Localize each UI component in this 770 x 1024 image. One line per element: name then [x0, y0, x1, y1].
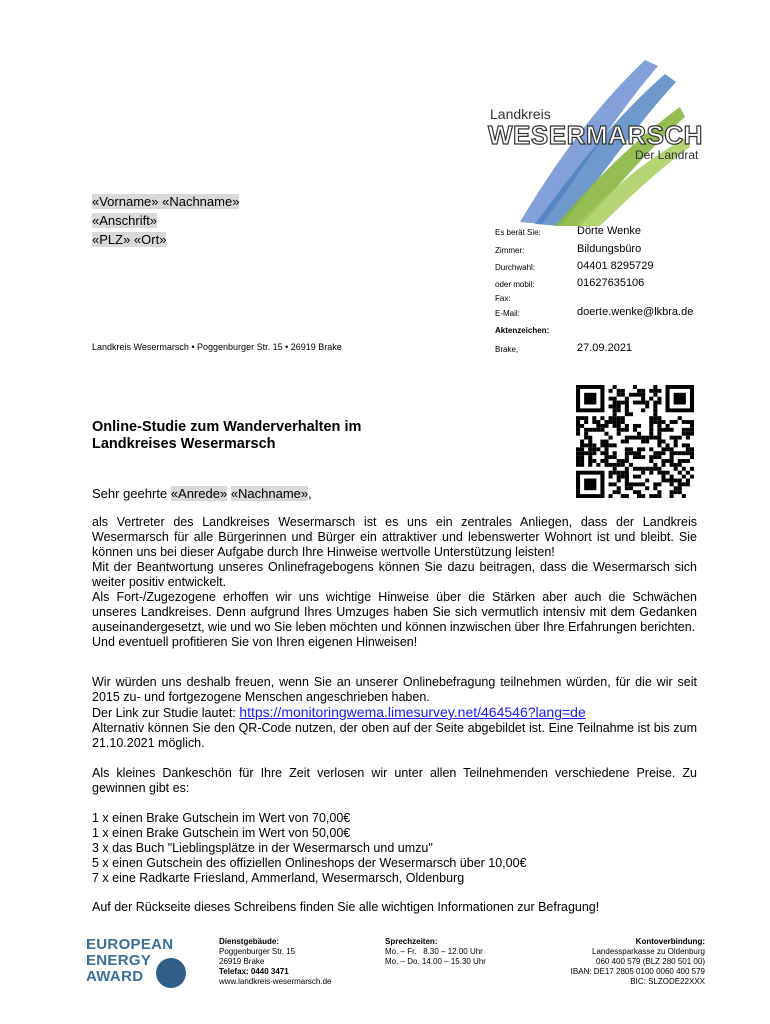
bank-line: 060 400 579 (BLZ 280 501 00) — [596, 957, 705, 966]
paragraph-intro — [92, 515, 697, 650]
prize-item: 1 x einen Brake Gutschein im Wert von 50,00€ — [92, 826, 351, 840]
qr-code-icon — [576, 385, 694, 498]
closing-note: Auf der Rückseite dieses Schreibens finden Sie alle wichtigen Informationen zur Befragung! — [92, 900, 600, 914]
recipient-address — [92, 192, 239, 249]
phone-label: Durchwahl: — [495, 263, 536, 272]
subject-line-2: Landkreises Wesermarsch — [92, 436, 276, 452]
address-field-city: «PLZ» «Ort» — [92, 232, 167, 247]
bank-title: Kontoverbindung: — [635, 937, 705, 946]
office-line: Poggenburger Str. 15 — [219, 947, 296, 956]
prize-item: 5 x einen Gutschein des offiziellen Onlineshops der Wesermarsch über 10,00€ — [92, 856, 527, 870]
paragraph-participation — [92, 675, 697, 751]
subject — [92, 419, 361, 453]
footer-office — [219, 937, 331, 987]
salutation-field-name: «Nachname» — [230, 486, 309, 501]
prize-item: 1 x einen Brake Gutschein im Wert von 70,00€ — [92, 811, 351, 825]
prize-item: 3 x das Buch "Lieblingsplätze in der Wesermarsch und umzu" — [92, 841, 433, 855]
footer-bank — [571, 937, 705, 987]
survey-link[interactable]: https://monitoringwema.limesurvey.net/464546?lang=de — [239, 704, 586, 720]
salutation-suffix: , — [308, 486, 312, 501]
phone-value: 04401 8295729 — [577, 260, 654, 272]
paragraph-intro-2: Mit der Beantwortung unseres Onlinefragebogens können Sie dazu beitragen, dass die Wesermarsch sich weiter positiv entwickelt. — [92, 560, 697, 589]
office-website[interactable]: www.landkreis-wesermarsch.de — [219, 977, 332, 986]
paragraph-intro-1: als Vertreter des Landkreises Wesermarsch ist es uns ein zentrales Anliegen, dass der Landkreis Wesermarsch für alle Bürgerinnen und Bürger ein attraktiver und lebenswerter Wohnort ist und bleibt. Sie können uns bei dieser Aufgabe durch Ihre Hinweise wertvolle Unterstützung leisten! — [92, 515, 697, 559]
paragraph-intro-4: Und eventuell profitieren Sie von Ihren eigenen Hinweisen! — [92, 635, 418, 649]
hours-line: Mo. – Do. 14.00 – 15.30 Uhr — [385, 957, 486, 966]
sender-line: Landkreis Wesermarsch • Poggenburger Str. 15 • 26919 Brake — [92, 342, 342, 352]
logo-sub-text: Der Landrat — [635, 148, 699, 162]
prize-list — [92, 811, 697, 886]
paragraph-intro-3: Als Fort-/Zugezogene erhoffen wir uns wichtige Hinweise über die Stärken aber auch die Schwächen unseres Landkreises. Denn aufgrund Ihres Umzuges haben Sie sich vermutlich intensiv mit dem Gedanken auseinandergesetzt, wie und wo Sie leben möchten und können inzwischen über Ihre Erfahrungen berichten. — [92, 590, 697, 634]
contact-label: Es berät Sie: — [495, 228, 541, 237]
file-number-label: Aktenzeichen: — [495, 326, 550, 335]
date-value: 27.09.2021 — [577, 342, 633, 354]
mobile-value: 01627635106 — [577, 277, 645, 289]
paragraph-prizes-intro: Als kleines Dankeschön für Ihre Zeit verlosen wir unter allen Teilnehmenden verschiedene Preise. Zu gewinnen gibt es: — [92, 766, 697, 795]
office-title: Dienstgebäude: — [219, 937, 280, 946]
landkreis-logo — [480, 52, 710, 227]
award-line-1: EUROPEAN — [86, 936, 174, 953]
participation-intro: Wir würden uns deshalb freuen, wenn Sie an unserer Onlinebefragung teilnehmen würden, für die wir seit 2015 zu- und fortgezogene Menschen angeschrieben haben. — [92, 675, 697, 704]
bank-line: IBAN: DE17 2805 0100 0060 400 579 — [570, 967, 705, 976]
subject-line-1: Online-Studie zum Wanderverhalten im — [92, 419, 362, 435]
participation-outro: Alternativ können Sie den QR-Code nutzen, der oben auf der Seite abgebildet ist. Eine Teilnahme ist bis zum 21.10.2021 möglich. — [92, 721, 697, 750]
email-label: E-Mail: — [495, 309, 520, 318]
office-line: 26919 Brake — [219, 957, 265, 966]
bank-line: BIC: SLZODE22XXX — [630, 977, 705, 986]
office-phone: Telefax: 0440 3471 — [219, 967, 289, 976]
hours-title: Sprechzeiten: — [385, 937, 438, 946]
email-value[interactable]: doerte.wenke@lkbra.de — [577, 306, 694, 318]
prize-item: 7 x eine Radkarte Friesland, Ammerland, Wesermarsch, Oldenburg — [92, 871, 465, 885]
qr-code[interactable] — [576, 385, 694, 498]
salutation-prefix: Sehr geehrte — [92, 486, 168, 501]
fax-label: Fax: — [495, 294, 511, 303]
salutation — [92, 486, 312, 501]
hours-line: Mo. – Fr. 8.30 – 12.00 Uhr — [385, 947, 483, 956]
salutation-field-title: «Anrede» — [170, 486, 228, 501]
award-line-3: AWARD — [86, 968, 144, 985]
address-field-name: «Vorname» «Nachname» — [92, 194, 240, 209]
contact-value: Dörte Wenke — [577, 225, 641, 237]
room-value: Bildungsbüro — [577, 243, 642, 255]
award-circle-icon — [156, 958, 186, 988]
logo-top-text: Landkreis — [490, 106, 551, 122]
bank-line: Landessparkasse zu Oldenburg — [592, 947, 705, 956]
award-line-2: ENERGY — [86, 952, 152, 969]
address-field-street: «Anschrift» — [92, 213, 158, 228]
mobile-label: oder mobil: — [495, 280, 535, 289]
logo-main-text: WESERMARSCH — [488, 120, 703, 150]
energy-award-logo — [86, 936, 196, 988]
room-label: Zimmer: — [495, 246, 525, 255]
footer-hours — [385, 937, 486, 967]
link-prefix: Der Link zur Studie lautet: — [92, 706, 240, 720]
place-label: Brake, — [495, 345, 519, 354]
